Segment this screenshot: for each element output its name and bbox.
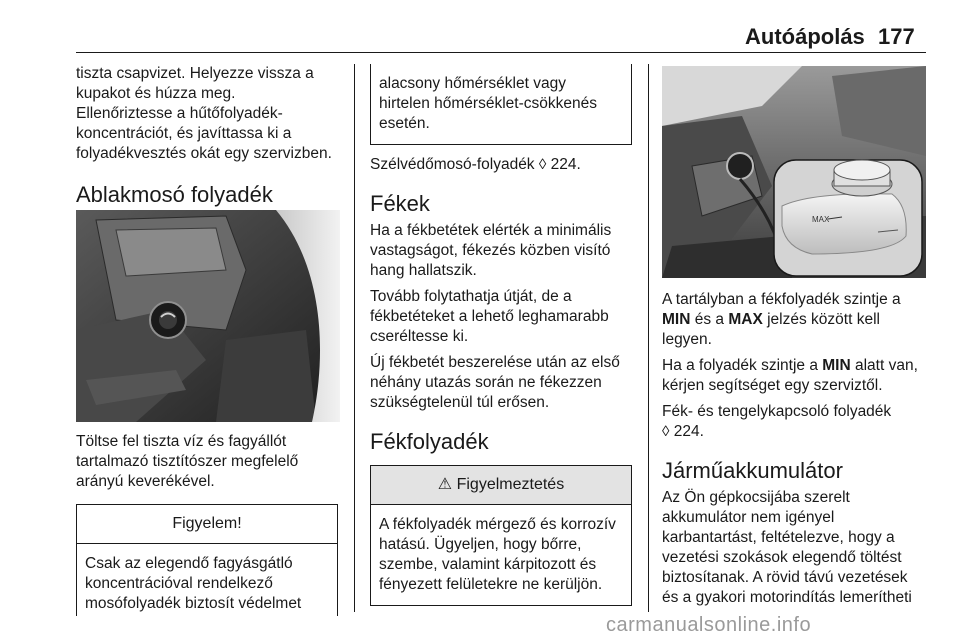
column-right <box>662 290 930 614</box>
warning-title: Figyelmeztetés <box>456 476 565 493</box>
page-header <box>0 0 960 52</box>
brakes-paragraph-1: Ha a fékbetétek elérték a minimális vastagságot, fékezés közben visító hang hallatszik. <box>370 222 612 279</box>
battery-heading: Járműakkumulátor <box>662 458 843 483</box>
page-number: 177 <box>878 24 915 49</box>
notice-body: Csak az elegendő fagyásgátló koncentrációval rendelkező mosófolyadék biztosít védelmet <box>85 555 302 612</box>
chapter-title: Autóápolás <box>745 24 865 49</box>
washer-fluid-heading: Ablakmosó folyadék <box>76 182 273 207</box>
brake-reservoir-illustration <box>662 66 926 278</box>
brake-fluid-low-paragraph: Ha a folyadék szintje a MIN alatt van, kérjen segítséget egy szerviztől. <box>662 357 918 394</box>
max-mark-label: MAX <box>812 215 830 224</box>
column-divider <box>648 64 649 612</box>
page-reference-icon: ◊ <box>662 423 670 440</box>
coolant-paragraph: tiszta csapvizet. Helyezze vissza a kupakot és húzza meg. Ellenőriztesse a hűtőfolyadék- koncentrációt, és javíttassa ki a folyadékvesztés okát egy szervizben. <box>76 65 332 162</box>
column-divider <box>354 64 355 612</box>
header-rule <box>76 52 926 53</box>
notice-box <box>76 504 338 616</box>
warning-title-bar <box>371 466 631 505</box>
column-left <box>76 64 344 208</box>
notice-continued-box: alacsony hőmérséklet vagy hirtelen hőmérséklet-csökkenés esetén. <box>370 64 632 145</box>
washer-fill-paragraph: Töltse fel tiszta víz és fagyállót tartalmazó tisztítószer megfelelő arányú keverékével. <box>76 433 299 490</box>
brakes-paragraph-3: Új fékbetét beszerelése után az első néhány utazás során ne fékezzen szükségtelenül túl erősen. <box>370 354 620 411</box>
warning-box <box>370 465 632 606</box>
column-middle <box>370 64 634 606</box>
brake-clutch-fluid-reference[interactable]: Fék- és tengelykapcsoló folyadék ◊ 224. <box>662 403 892 440</box>
column-left-lower <box>76 432 344 616</box>
brakes-heading: Fékek <box>370 191 430 216</box>
warning-triangle-icon: ⚠ <box>437 476 453 493</box>
brakes-paragraph-2: Tovább folytathatja útját, de a fékbetéteket a lehető leghamarabb cseréltesse ki. <box>370 288 609 345</box>
brake-fluid-level-paragraph: A tartályban a fékfolyadék szintje a MIN és a MAX jelzés között kell legyen. <box>662 291 901 348</box>
brake-fluid-heading: Fékfolyadék <box>370 429 489 454</box>
brake-reservoir-photo <box>662 66 926 278</box>
page-reference-icon: ◊ <box>538 156 547 173</box>
washer-fluid-reference[interactable]: Szélvédőmosó-folyadék ◊ 224. <box>370 156 581 173</box>
battery-paragraph: Az Ön gépkocsijába szerelt akkumulátor nem igényel karbantartást, feltételezve, hogy a vezetési szokások elegendő töltést biztosítanak. A rövid távú vezetések és a gyakori motorindítás lemerítheti <box>662 489 912 606</box>
watermark: carmanualsonline.info <box>606 614 812 636</box>
notice-title: Figyelem! <box>77 505 337 544</box>
washer-reservoir-illustration <box>76 210 340 422</box>
warning-body: A fékfolyadék mérgező és korrozív hatású. Ügyeljen, hogy bőrre, szembe, valamint kárpitozott és fényezett felületekre ne kerüljön. <box>379 516 616 593</box>
washer-reservoir-photo <box>76 210 340 422</box>
